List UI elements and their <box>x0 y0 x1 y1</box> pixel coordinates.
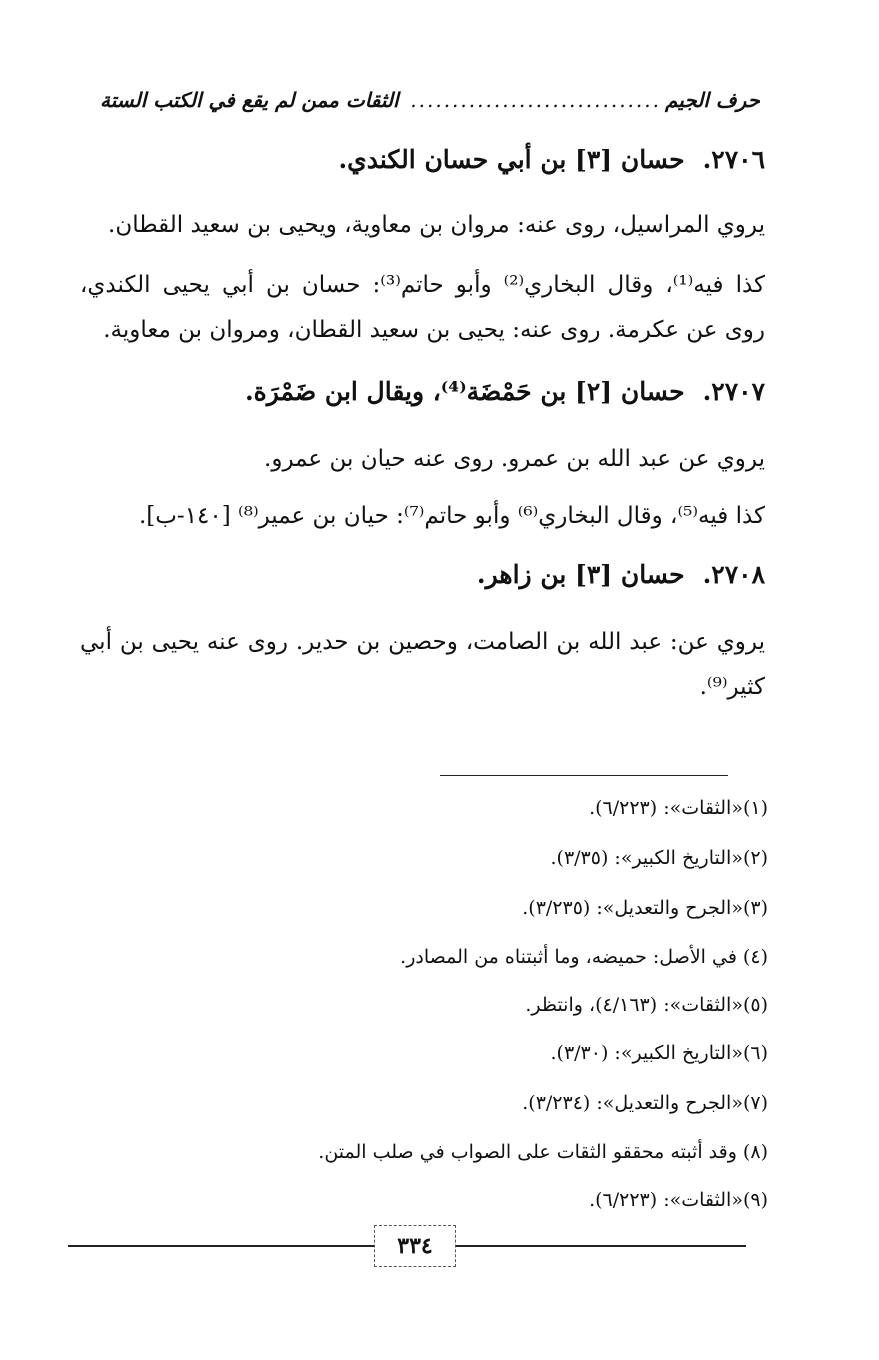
footnote: (٧)«الجرح والتعديل»: (٣/٢٣٤). <box>522 1092 768 1114</box>
entry-heading <box>100 377 765 407</box>
entry-number: ٢٧٠٨. <box>702 560 765 589</box>
header-dots: .............................. <box>410 88 661 112</box>
entry-paragraph: يروي المراسيل، روى عنه: مروان بن معاوية، ويحيى بن سعيد القطان. <box>108 212 765 238</box>
footnote: (٩)«الثقات»: (٦/٢٢٣). <box>589 1189 768 1211</box>
header-chapter: حرف الجيم <box>665 88 760 112</box>
footnote: (٣)«الجرح والتعديل»: (٣/٢٣٥). <box>522 897 768 919</box>
bottom-rule-right <box>456 1245 746 1247</box>
entry-heading <box>100 560 765 590</box>
entry-paragraph: كذا فيه⁽⁵⁾، وقال البخاري⁽⁶⁾ وأبو حاتم⁽⁷⁾: حيان بن عمير⁽⁸⁾ [١٤٠-ب]. <box>138 503 765 529</box>
entry-paragraph: يروي عن: عبد الله بن الصامت، وحصين بن حدير. روى عنه يحيى بن أبي كثير⁽⁹⁾. <box>80 629 765 700</box>
bottom-rule-left <box>68 1245 374 1247</box>
entry-heading <box>100 145 765 175</box>
running-header <box>100 84 760 116</box>
entry-number: ٢٧٠٦. <box>702 145 765 174</box>
footnote-separator <box>440 775 728 776</box>
footnote: (٤) في الأصل: حميضه، وما أثبتناه من المصادر. <box>400 946 768 968</box>
footnote: (٦)«التاريخ الكبير»: (٣/٣٠). <box>550 1042 768 1064</box>
page-number: ٣٣٤ <box>374 1225 456 1267</box>
footnote: (٥)«الثقات»: (٤/١٦٣)، وانتظر. <box>525 994 768 1016</box>
entry-title: حسان [٣] بن أبي حسان الكندي. <box>338 145 685 174</box>
entry-title: حسان [٣] بن زاهر. <box>476 560 685 589</box>
entry-title: حسان [٢] بن حَمْضَة⁽⁴⁾، ويقال ابن ضَمْرَة. <box>244 377 685 406</box>
entry-number: ٢٧٠٧. <box>702 377 765 406</box>
footnote: (٨) وقد أثبته محققو الثقات على الصواب في صلب المتن. <box>318 1141 768 1163</box>
footnote: (١)«الثقات»: (٦/٢٢٣). <box>589 797 768 819</box>
entry-paragraph: يروي عن عبد الله بن عمرو. روى عنه حيان بن عمرو. <box>264 446 765 472</box>
header-book-title: الثقات ممن لم يقع في الكتب الستة <box>100 88 399 112</box>
footnote: (٢)«التاريخ الكبير»: (٣/٣٥). <box>550 847 768 869</box>
entry-paragraph: كذا فيه⁽¹⁾، وقال البخاري⁽²⁾ وأبو حاتم⁽³⁾: حسان بن أبي يحيى الكندي، روى عن عكرمة. روى عنه: يحيى بن سعيد القطان، ومروان بن معاوية. <box>80 272 765 343</box>
